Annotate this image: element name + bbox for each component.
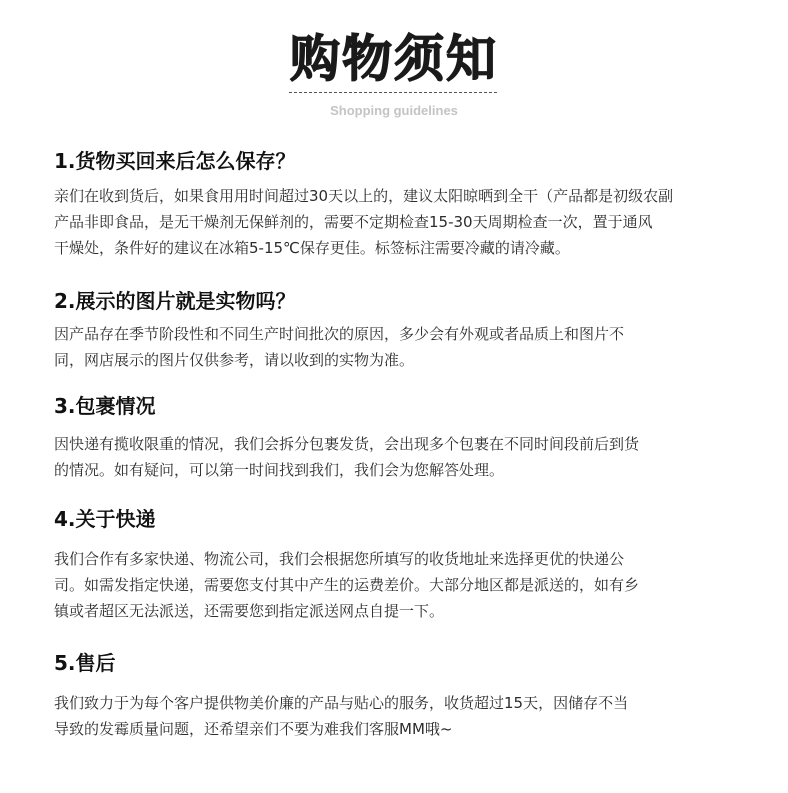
section-heading: 3.包裹情况: [54, 394, 156, 418]
body-line: 导致的发霉质量问题，还希望亲们不要为难我们客服MM哦~: [54, 720, 453, 738]
page-subtitle: Shopping guidelines: [330, 103, 458, 118]
section-body: [54, 431, 760, 483]
section-body: [54, 546, 760, 624]
body-line: 因快递有揽收限重的情况，我们会拆分包裹发货，会出现多个包裹在不同时间段前后到货: [54, 435, 640, 453]
title-divider: [289, 92, 497, 93]
body-line: 我们致力于为每个客户提供物美价廉的产品与贴心的服务，收货超过15天，因储存不当: [54, 694, 629, 712]
body-line: 镇或者超区无法派送，还需要您到指定派送网点自提一下。: [54, 602, 445, 620]
section-after-sales: [54, 650, 760, 742]
section-heading: 2.展示的图片就是实物吗？: [54, 289, 296, 313]
section-body: [54, 690, 760, 742]
body-line: 干燥处，条件好的建议在冰箱5-15℃保存更佳。标签标注需要冷藏的请冷藏。: [54, 239, 570, 257]
section-body: [54, 321, 760, 373]
body-line: 亲们在收到货后，如果食用用时间超过30天以上的，建议太阳晾晒到全干（产品都是初级农副: [54, 187, 674, 205]
body-line: 因产品存在季节阶段性和不同生产时间批次的原因，多少会有外观或者品质上和图片不: [54, 325, 625, 343]
section-packages: [54, 393, 760, 483]
body-line: 我们合作有多家快递、物流公司，我们会根据您所填写的收货地址来选择更优的快递公: [54, 550, 625, 568]
section-storage: [54, 148, 760, 261]
section-delivery: [54, 506, 760, 624]
section-heading: 4.关于快递: [54, 507, 156, 531]
body-line: 同，网店展示的图片仅供参考，请以收到的实物为准。: [54, 351, 415, 369]
section-heading: 1.货物买回来后怎么保存？: [54, 149, 296, 173]
body-line: 的情况。如有疑问，可以第一时间找到我们，我们会为您解答处理。: [54, 461, 505, 479]
body-line: 司。如需发指定快递，需要您支付其中产生的运费差价。大部分地区都是派送的，如有乡: [54, 576, 640, 594]
section-heading: 5.售后: [54, 651, 116, 675]
body-line: 产品非即食品，是无干燥剂无保鲜剂的，需要不定期检查15-30天周期检查一次，置于通风: [54, 213, 653, 231]
page-title: 购物须知: [290, 30, 498, 88]
page-header: [0, 0, 788, 130]
section-product-images: [54, 288, 760, 373]
section-body: [54, 183, 760, 261]
